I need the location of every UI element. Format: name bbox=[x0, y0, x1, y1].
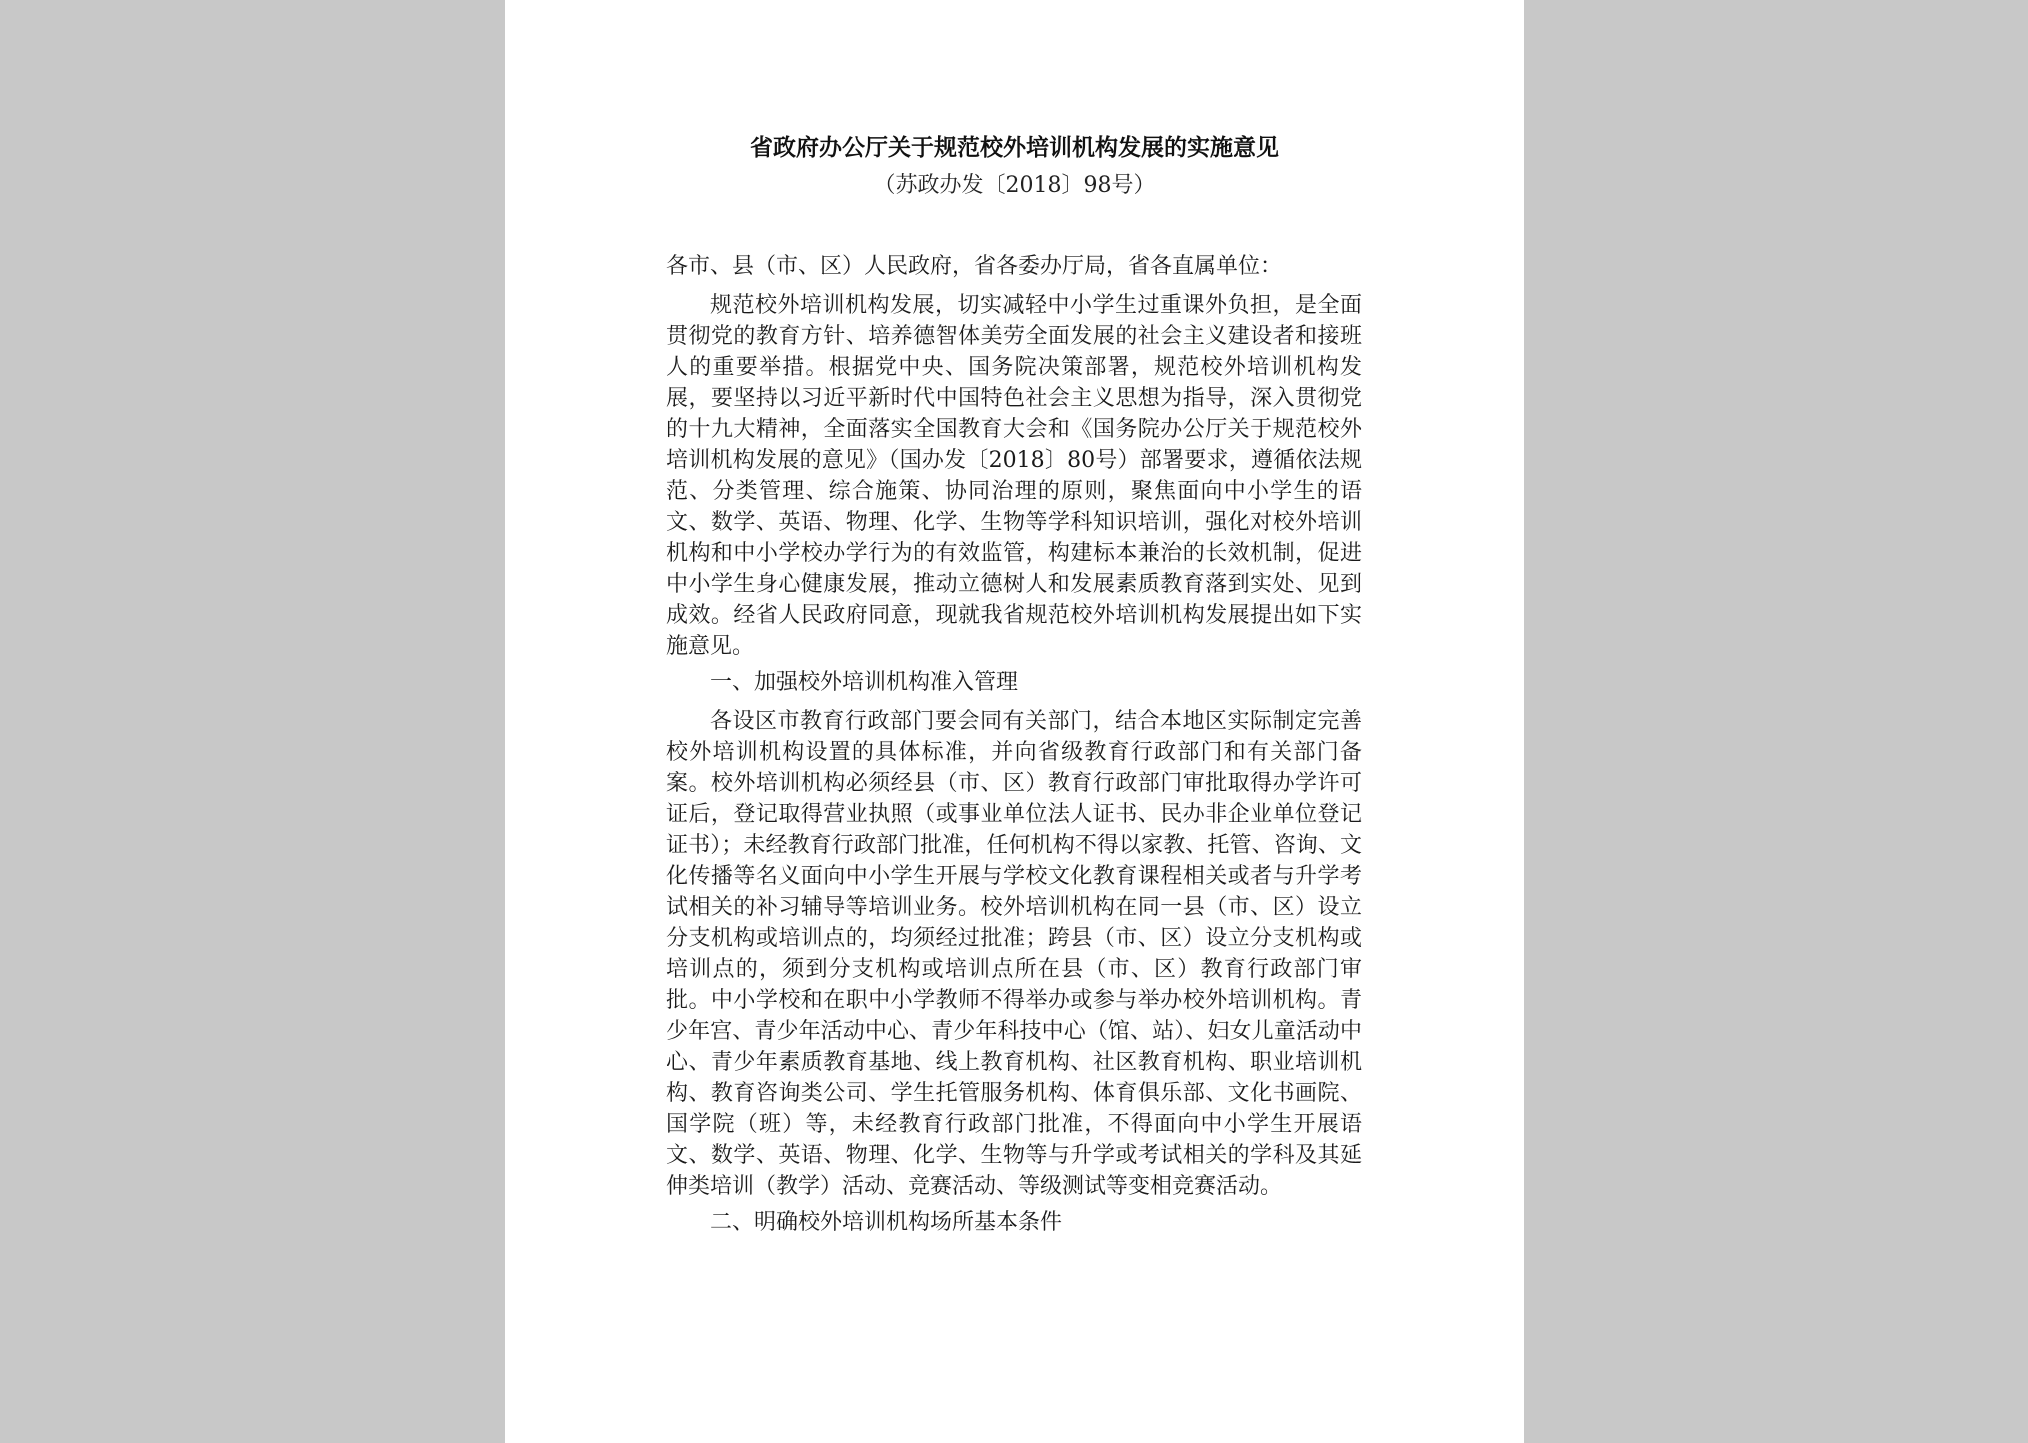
section-heading-2: 二、明确校外培训机构场所基本条件 bbox=[710, 1210, 1063, 1235]
document-title: 省政府办公厅关于规范校外培训机构发展的实施意见 bbox=[750, 134, 1279, 161]
document-body bbox=[666, 251, 1362, 1246]
intro-paragraph: 规范校外培训机构发展，切实减轻中小学生过重课外负担，是全面贯彻党的教育方针、培养德智体美劳全面发展的社会主义建设者和接班人的重要举措。根据党中央、国务院决策部署，规范校外培训机构发展，要坚持以习近平新时代中国特色社会主义思想为指导，深入贯彻党的十九大精神，全面落实全国教育大会和《国务院办公厅关于规范校外培训机构发展的意见》（国办发〔2018〕80号）部署要求，遵循依法规范、分类管理、综合施策、协同治理的原则，聚焦面向中小学生的语文、数学、英语、物理、化学、生物等学科知识培训，强化对校外培训机构和中小学校办学行为的有效监管，构建标本兼治的长效机制，促进中小学生身心健康发展，推动立德树人和发展素质教育落到实处、见到成效。经省人民政府同意，现就我省规范校外培训机构发展提出如下实施意见。 bbox=[666, 293, 1362, 659]
document-number: （苏政办发〔2018〕98号） bbox=[873, 173, 1156, 198]
document-page bbox=[505, 0, 1524, 1443]
section-heading-1: 一、加强校外培训机构准入管理 bbox=[710, 670, 1019, 695]
salutation: 各市、县（市、区）人民政府，省各委办厅局，省各直属单位： bbox=[666, 254, 1283, 279]
section-paragraph-1: 各设区市教育行政部门要会同有关部门，结合本地区实际制定完善校外培训机构设置的具体标准，并向省级教育行政部门和有关部门备案。校外培训机构必须经县（市、区）教育行政部门审批取得办学许可证后，登记取得营业执照（或事业单位法人证书、民办非企业单位登记证书）；未经教育行政部门批准，任何机构不得以家教、托管、咨询、文化传播等名义面向中小学生开展与学校文化教育课程相关或者与升学考试相关的补习辅导等培训业务。校外培训机构在同一县（市、区）设立分支机构或培训点的，均须经过批准；跨县（市、区）设立分支机构或培训点的，须到分支机构或培训点所在县（市、区）教育行政部门审批。中小学校和在职中小学教师不得举办或参与举办校外培训机构。青少年宫、青少年活动中心、青少年科技中心（馆、站）、妇女儿童活动中心、青少年素质教育基地、线上教育机构、社区教育机构、职业培训机构、教育咨询类公司、学生托管服务机构、体育俱乐部、文化书画院、国学院（班）等，未经教育行政部门批准，不得面向中小学生开展语文、数学、英语、物理、化学、生物等与升学或考试相关的学科及其延伸类培训（教学）活动、竞赛活动、等级测试等变相竞赛活动。 bbox=[666, 709, 1362, 1199]
